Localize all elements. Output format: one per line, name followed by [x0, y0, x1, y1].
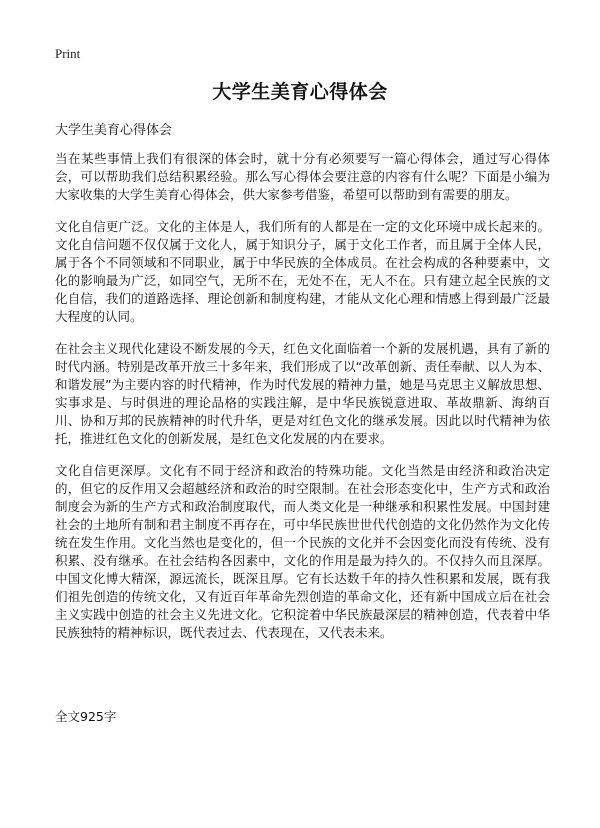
paragraph-red-culture: 在社会主义现代化建设不断发展的今天，红色文化面临着一个新的发展机遇，具有了新的时代内涵。特别是改革开放三十多年来，我们形成了以“改革创新、责任奉献、以人为本、和谐发展”为主要内容的时代精神，作为时代发展的精神力量，她是马克思主义解放思想、实事求是、与时俱进的理论品格的实践注解，是中华民族锐意进取、革故鼎新、海纳百川、协和万邦的民族精神的时代升华，更是对红色文化的继承发展。因此以时代精神为依托，推进红色文化的创新发展，是红色文化发展的内在要求。	[55, 341, 550, 446]
document-subtitle: 大学生美育心得体会	[55, 123, 173, 138]
page-title: 大学生美育心得体会	[212, 81, 388, 103]
paragraph-deep: 文化自信更深厚。文化有不同于经济和政治的特殊功能。文化当然是由经济和政治决定的，但它的反作用又会超越经济和政治的时空限制。在社会形态变化中，生产方式和政治制度会为新的生产方式和政治制度取代，而人类文化是一种继承和积累性发展。中国封建社会的土地所有制和君主制度不再存在，可中华民族世世代代创造的文化仍然作为文化传统在发生作用。文化当然也是变化的，但一个民族的文化并不会因变化而没有传统、没有积累、没有继承。在社会结构各因素中，文化的作用是最为持久的。不仅持久而且深厚。中国文化博大精深，源远流长，既深且厚。它有长达数千年的持久性积累和发展，既有我们祖先创造的传统文化，又有近百年革命先烈创造的革命文化，还有新中国成立后在社会主义实践中创造的社会主义先进文化。它积淀着中华民族最深层的精神创造，代表着中华民族独特的精神标识，既代表过去、代表现在，又代表未来。	[55, 463, 550, 640]
paragraph-intro: 当在某些事情上我们有很深的体会时，就十分有必须要写一篇心得体会，通过写心得体会，可以帮助我们总结积累经验。那么写心得体会要注意的内容有什么呢？下面是小编为大家收集的大学生美育心得体会，供大家参考借鉴，希望可以帮助到有需要的朋友。	[55, 151, 550, 202]
paragraph-broad: 文化自信更广泛。文化的主体是人，我们所有的人都是在一定的文化环境中成长起来的。文化自信问题不仅仅属于文化人，属于知识分子，属于文化工作者，而且属于全体人民，属于各个不同领域和不同职业，属于中华民族的全体成员。在社会构成的各种要素中，文化的影响最为广泛，如同空气，无所不在，无处不在，无人不在。只有建立起全民族的文化自信，我们的道路选择、理论创新和制度构建，才能从文化心理和情感上得到最广泛最大程度的认同。	[55, 219, 550, 324]
print-link[interactable]: Print	[55, 46, 81, 61]
article-body	[55, 150, 550, 642]
word-count: 全文925字	[55, 709, 117, 724]
